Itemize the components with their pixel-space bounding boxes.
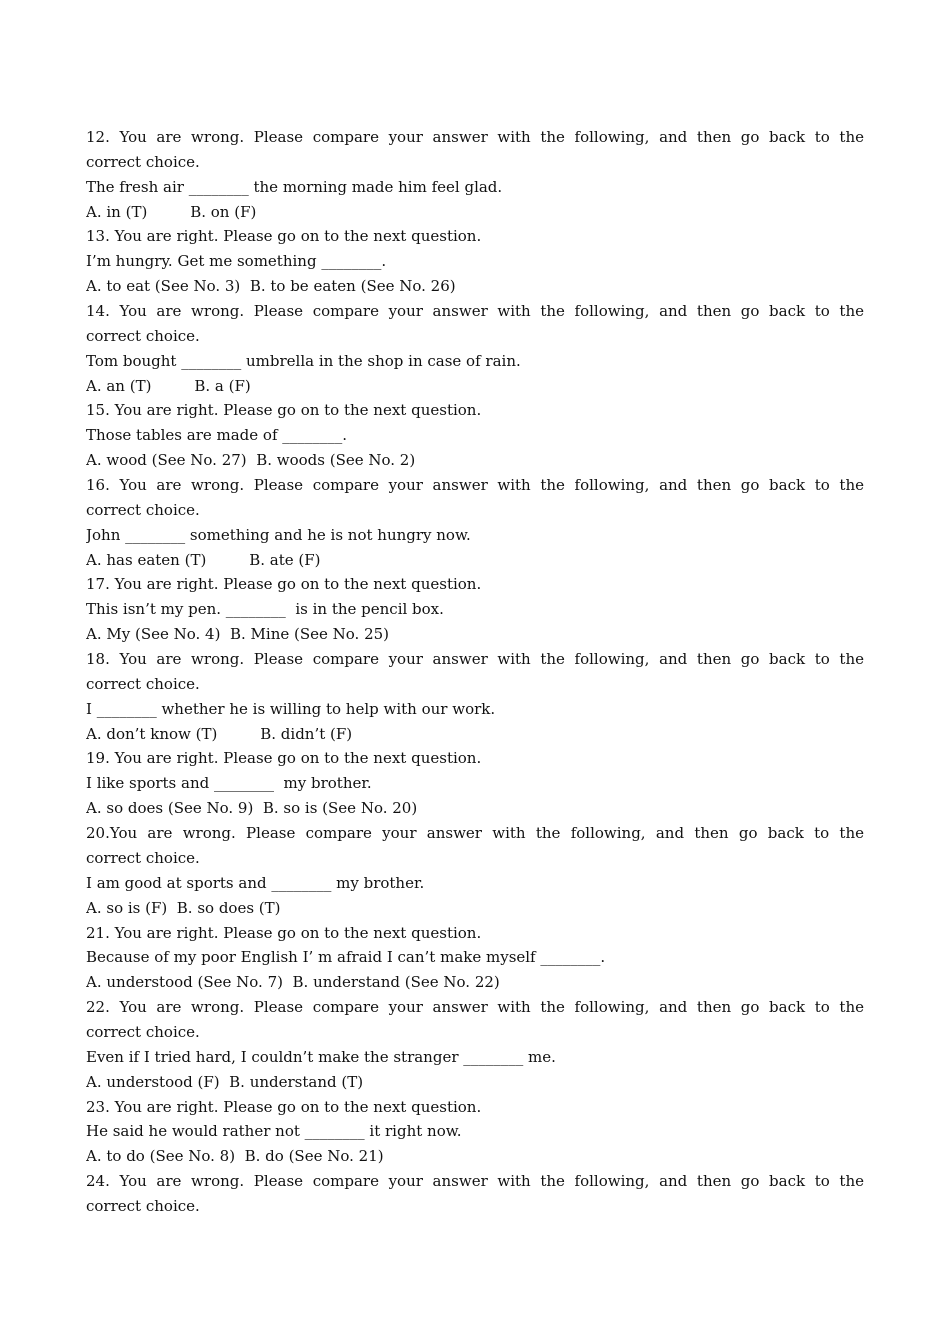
text-line: correct choice.	[86, 848, 200, 867]
text-line: A. has eaten (T) B. ate (F)	[86, 550, 321, 569]
document-page	[86, 125, 864, 1219]
text-line: correct choice.	[86, 1196, 200, 1215]
text-line: A. so is (F) B. so does (T)	[86, 898, 281, 917]
text-line: A. understood (See No. 7) B. understand (See No. 22)	[86, 973, 500, 992]
text-line: correct choice.	[86, 152, 200, 171]
text-line: A. don’t know (T) B. didn’t (F)	[86, 724, 353, 743]
text-line: 12. You are wrong. Please compare your answer with the following, and then go back to the	[86, 128, 864, 146]
text-line: I am good at sports and ________ my brother.	[86, 873, 425, 892]
text-line: This isn’t my pen. ________ is in the pencil box.	[86, 600, 444, 619]
text-line: A. so does (See No. 9) B. so is (See No. 20)	[86, 799, 418, 818]
text-line: correct choice.	[86, 500, 200, 519]
text-line: 15. You are right. Please go on to the next question.	[86, 401, 482, 420]
text-line: 23. You are right. Please go on to the next question.	[86, 1097, 482, 1116]
text-line: 17. You are right. Please go on to the next question.	[86, 575, 482, 594]
text-line: John ________ something and he is not hungry now.	[86, 525, 471, 544]
text-line: A. My (See No. 4) B. Mine (See No. 25)	[86, 625, 390, 644]
text-line: A. in (T) B. on (F)	[86, 202, 257, 221]
text-line: A. understood (F) B. understand (T)	[86, 1072, 364, 1091]
text-line: I ________ whether he is willing to help with our work.	[86, 699, 496, 718]
text-line: 20.You are wrong. Please compare your answer with the following, and then go back to the	[86, 824, 864, 843]
text-line: 22. You are wrong. Please compare your answer with the following, and then go back to the	[86, 998, 864, 1017]
text-line: I’m hungry. Get me something ________.	[86, 252, 387, 271]
text-line: A. to eat (See No. 3) B. to be eaten (See No. 26)	[86, 277, 456, 296]
text-line: correct choice.	[86, 326, 200, 345]
text-line: Even if I tried hard, I couldn’t make the stranger ________ me.	[86, 1047, 556, 1066]
text-line: 18. You are wrong. Please compare your answer with the following, and then go back to the	[86, 650, 864, 669]
text-line: 14. You are wrong. Please compare your answer with the following, and then go back to the	[86, 302, 864, 321]
text-line: 13. You are right. Please go on to the next question.	[86, 227, 482, 246]
text-line: correct choice.	[86, 674, 200, 693]
text-line: I like sports and ________ my brother.	[86, 774, 372, 793]
text-line: Those tables are made of ________.	[86, 426, 348, 445]
text-line: Tom bought ________ umbrella in the shop in case of rain.	[86, 351, 521, 370]
text-line: correct choice.	[86, 1022, 200, 1041]
text-line: A. wood (See No. 27) B. woods (See No. 2)	[86, 451, 416, 470]
text-line: 16. You are wrong. Please compare your answer with the following, and then go back to the	[86, 476, 864, 495]
text-line: 24. You are wrong. Please compare your answer with the following, and then go back to the	[86, 1172, 864, 1191]
text-line: He said he would rather not ________ it right now.	[86, 1122, 462, 1141]
text-line: 19. You are right. Please go on to the next question.	[86, 749, 482, 768]
text-line: 21. You are right. Please go on to the next question.	[86, 923, 482, 942]
text-line: A. to do (See No. 8) B. do (See No. 21)	[86, 1147, 384, 1166]
text-line: Because of my poor English I’ m afraid I can’t make myself ________.	[86, 948, 606, 967]
text-line: The fresh air ________ the morning made him feel glad.	[86, 177, 503, 196]
text-line: A. an (T) B. a (F)	[86, 376, 251, 395]
